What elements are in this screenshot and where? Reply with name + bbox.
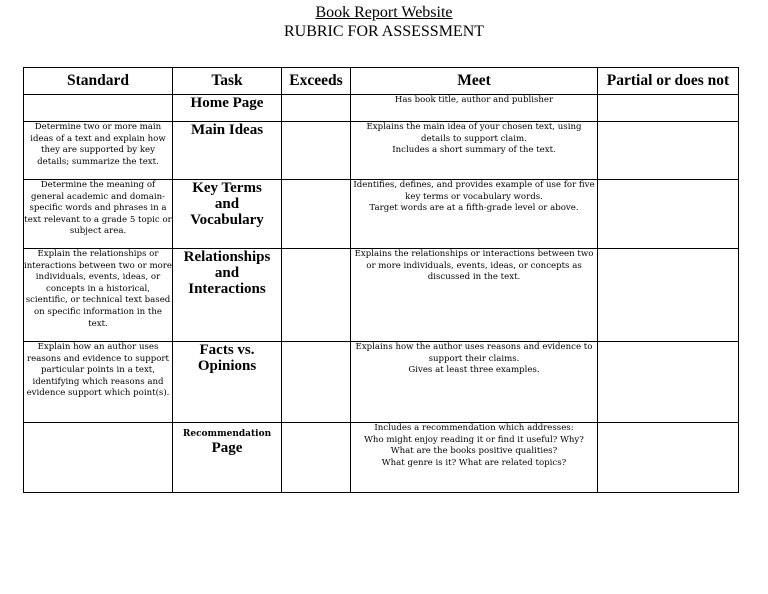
standard-cell: Explain the relationships or interactions between two or more individuals, events, ideas, or concepts in a historical, scientific, or technical text based on specific information in the text. xyxy=(24,249,173,342)
title-sub: RUBRIC FOR ASSESSMENT xyxy=(283,23,485,40)
exceeds-cell xyxy=(282,342,351,423)
partial-cell xyxy=(598,249,739,342)
standard-cell xyxy=(24,423,173,493)
header-standard: Standard xyxy=(24,68,173,95)
header-row xyxy=(24,68,739,95)
partial-cell xyxy=(598,423,739,493)
standard-cell xyxy=(24,95,173,122)
meet-cell xyxy=(351,423,598,493)
table-row xyxy=(24,423,739,493)
meet-line: Explains the main idea of your chosen text, using details to support claim. xyxy=(366,122,582,144)
meet-line: Who might enjoy reading it or find it useful? Why? xyxy=(364,434,584,445)
task-cell xyxy=(173,122,282,180)
title-main: Book Report Website xyxy=(315,4,453,21)
header-partial: Partial or does not xyxy=(598,68,739,95)
exceeds-cell xyxy=(282,249,351,342)
meet-line: Gives at least three examples. xyxy=(408,365,540,376)
exceeds-cell xyxy=(282,180,351,249)
task-cell xyxy=(173,342,282,423)
table-row xyxy=(24,249,739,342)
partial-cell xyxy=(598,342,739,423)
document-title xyxy=(0,3,768,41)
standard-cell: Determine the meaning of general academic and domain-specific words and phrases in a text relevant to a grade 5 topic or subject area. xyxy=(24,180,173,249)
exceeds-cell xyxy=(282,423,351,493)
meet-line: Includes a recommendation which addresses: xyxy=(374,423,574,433)
header-meet: Meet xyxy=(351,68,598,95)
partial-cell xyxy=(598,122,739,180)
task-label: Key Terms and Vocabulary xyxy=(190,180,264,228)
task-cell xyxy=(173,95,282,122)
task-cell xyxy=(173,423,282,493)
partial-cell xyxy=(598,180,739,249)
rubric-table xyxy=(23,67,739,493)
header-task: Task xyxy=(173,68,282,95)
meet-line: Identifies, defines, and provides example of use for five key terms or vocabulary words. xyxy=(353,180,595,202)
meet-cell xyxy=(351,342,598,423)
meet-cell xyxy=(351,180,598,249)
meet-line: What genre is it? What are related topics? xyxy=(381,457,567,468)
meet-line: Includes a short summary of the text. xyxy=(392,145,556,156)
task-label-small: Recommendation xyxy=(182,429,272,439)
task-label: Page xyxy=(211,440,243,456)
meet-line: What are the books positive qualities? xyxy=(390,446,558,457)
task-cell xyxy=(173,249,282,342)
task-label: Relationships and Interactions xyxy=(183,249,271,297)
task-label: Facts vs. Opinions xyxy=(197,342,257,374)
header-exceeds: Exceeds xyxy=(282,68,351,95)
exceeds-cell xyxy=(282,122,351,180)
table-row xyxy=(24,180,739,249)
table-row xyxy=(24,95,739,122)
meet-line: Has book title, author and publisher xyxy=(394,95,554,105)
meet-line: Target words are at a fifth-grade level or above. xyxy=(369,203,579,214)
task-label: Main Ideas xyxy=(190,122,264,138)
exceeds-cell xyxy=(282,95,351,122)
meet-cell xyxy=(351,249,598,342)
meet-line: Explains the relationships or interactions between two or more individuals, events, ideas, or concepts as discussed in the text. xyxy=(354,249,594,283)
task-cell xyxy=(173,180,282,249)
meet-cell xyxy=(351,122,598,180)
table-row xyxy=(24,342,739,423)
meet-line: Explains how the author uses reasons and evidence to support their claims. xyxy=(355,342,593,364)
meet-cell xyxy=(351,95,598,122)
task-label: Home Page xyxy=(190,95,264,111)
table-row xyxy=(24,122,739,180)
standard-cell: Explain how an author uses reasons and evidence to support particular points in a text, identifying which reasons and evidence support which point(s). xyxy=(24,342,173,423)
standard-cell: Determine two or more main ideas of a text and explain how they are supported by key details; summarize the text. xyxy=(24,122,173,180)
partial-cell xyxy=(598,95,739,122)
